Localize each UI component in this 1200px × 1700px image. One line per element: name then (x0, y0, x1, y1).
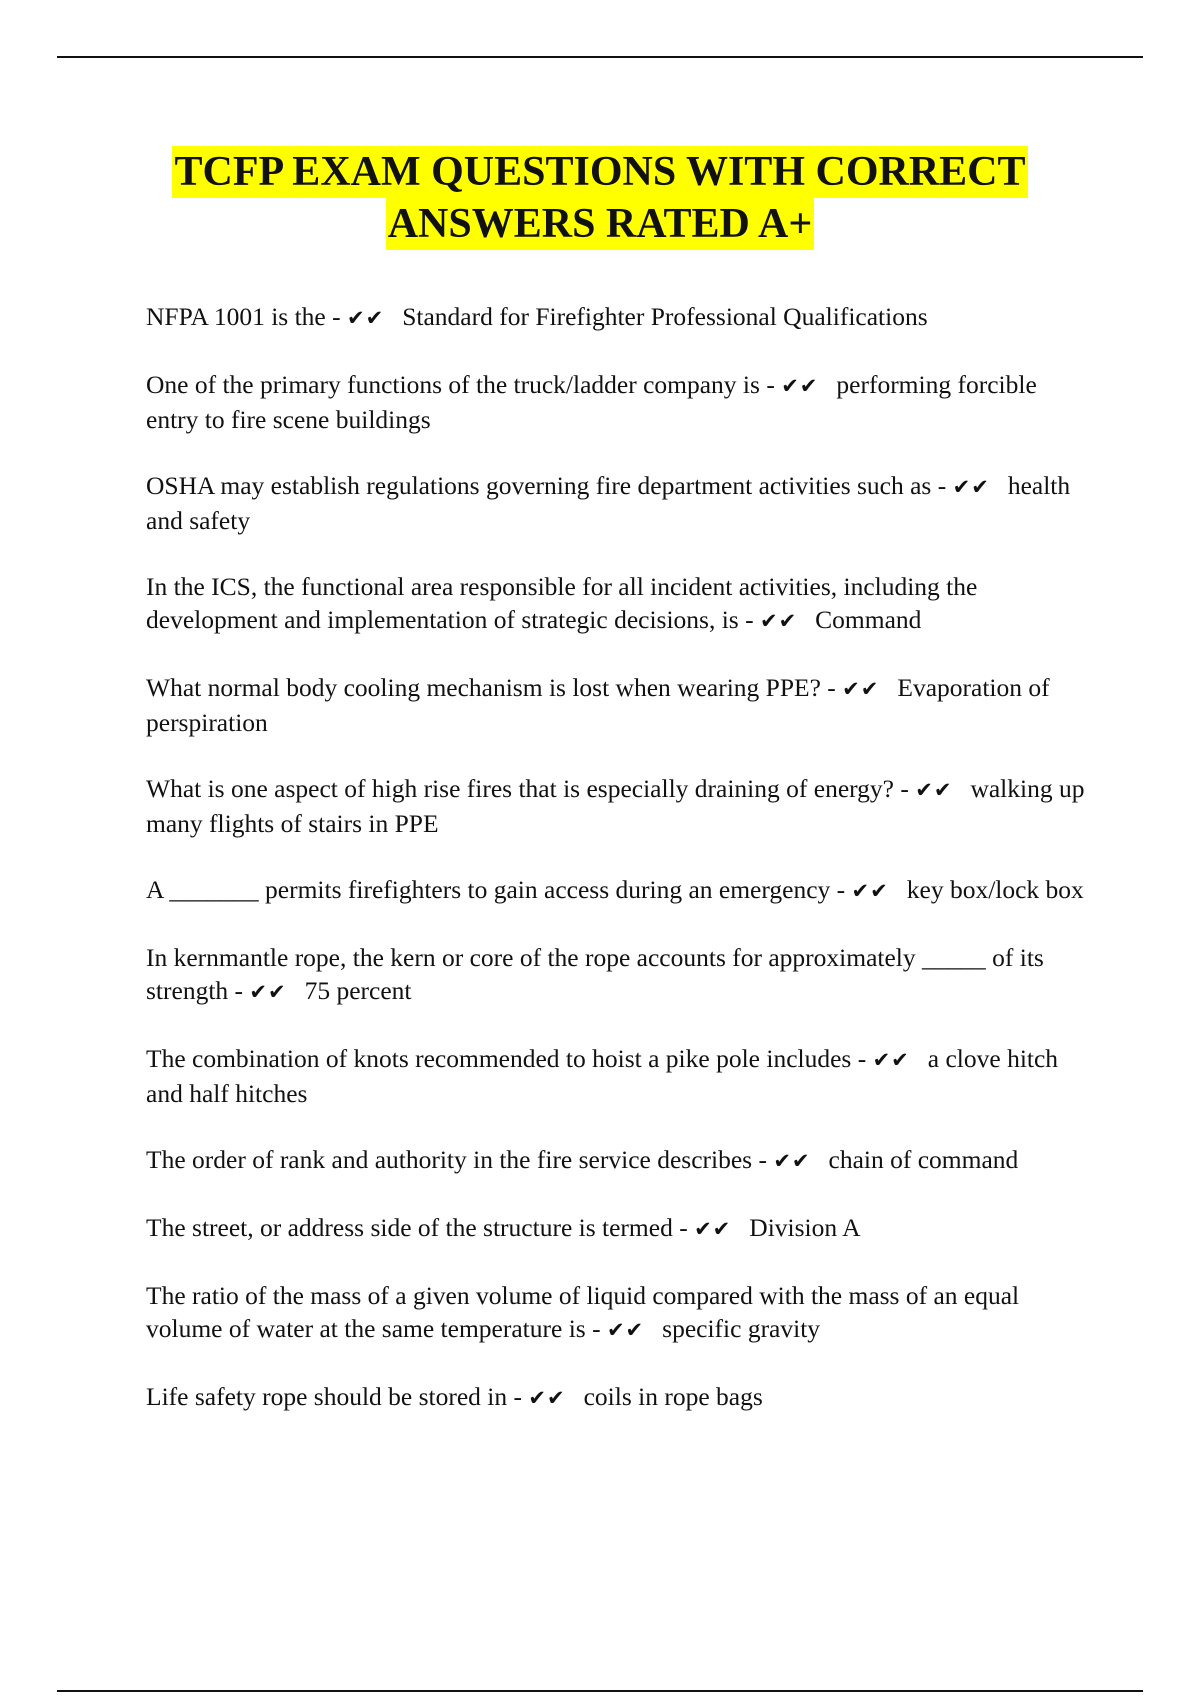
title-line-2: ANSWERS RATED A+ (386, 198, 815, 250)
question-text: Life safety rope should be stored in - (146, 1382, 523, 1411)
bottom-rule (57, 1690, 1143, 1692)
question-text: What normal body cooling mechanism is lost when wearing PPE? - (146, 673, 836, 702)
double-check-icon: ✔✔ (872, 1048, 910, 1072)
qa-item (146, 772, 1086, 840)
answer-text: chain of command (828, 1145, 1019, 1174)
double-check-icon: ✔✔ (781, 374, 819, 398)
qa-item (146, 873, 1086, 908)
double-check-icon: ✔✔ (606, 1318, 645, 1342)
answer-text: health and safety (146, 471, 1071, 535)
answer-text: Division A (749, 1213, 861, 1242)
qa-item (146, 1279, 1086, 1347)
question-text: One of the primary functions of the truck/ladder company is - (146, 370, 775, 399)
answer-text: coils in rope bags (583, 1382, 763, 1411)
answer-text: Evaporation of perspiration (146, 673, 1050, 737)
question-text: NFPA 1001 is the - (146, 302, 341, 331)
qa-item (146, 671, 1086, 739)
answer-text: 75 percent (304, 976, 412, 1005)
answer-text: key box/lock box (906, 875, 1084, 904)
qa-item (146, 570, 1086, 638)
double-check-icon: ✔✔ (528, 1386, 566, 1410)
question-text: In kernmantle rope, the kern or core of the rope accounts for approximately _____ of its strength - (146, 943, 1044, 1005)
qa-item (146, 300, 1086, 335)
qa-item (146, 469, 1086, 537)
double-check-icon: ✔✔ (842, 677, 880, 701)
question-text: The street, or address side of the structure is termed - (146, 1213, 688, 1242)
question-text: In the ICS, the functional area responsible for all incident activities, including the development and implementation of strategic decisions, is - (146, 572, 978, 634)
qa-list (146, 300, 1086, 1448)
qa-item (146, 368, 1086, 436)
double-check-icon: ✔✔ (694, 1217, 732, 1241)
answer-text: specific gravity (662, 1314, 821, 1343)
qa-item (146, 1211, 1086, 1246)
answer-text: Command (815, 605, 922, 634)
qa-item (146, 1143, 1086, 1178)
question-text: The ratio of the mass of a given volume of liquid compared with the mass of an equal volume of water at the same temperature is - (146, 1281, 1020, 1343)
double-check-icon: ✔✔ (759, 609, 798, 633)
document-title (0, 146, 1200, 250)
qa-item (146, 1042, 1086, 1110)
answer-text: a clove hitch and half hitches (146, 1044, 1059, 1108)
answer-text: performing forcible entry to fire scene buildings (146, 370, 1037, 434)
qa-item (146, 941, 1086, 1009)
question-text: The order of rank and authority in the fire service describes - (146, 1145, 767, 1174)
question-text: The combination of knots recommended to hoist a pike pole includes - (146, 1044, 867, 1073)
double-check-icon: ✔✔ (773, 1149, 811, 1173)
question-text: OSHA may establish regulations governing fire department activities such as - (146, 471, 947, 500)
answer-text: Standard for Firefighter Professional Qualifications (402, 302, 928, 331)
double-check-icon: ✔✔ (851, 879, 889, 903)
top-rule (57, 56, 1143, 58)
double-check-icon: ✔✔ (249, 980, 287, 1004)
double-check-icon: ✔✔ (952, 475, 990, 499)
title-line-1: TCFP EXAM QUESTIONS WITH CORRECT (172, 146, 1027, 198)
question-text: A _______ permits firefighters to gain access during an emergency - (146, 875, 846, 904)
answer-text: walking up many flights of stairs in PPE (146, 774, 1085, 838)
qa-item (146, 1380, 1086, 1415)
double-check-icon: ✔✔ (915, 778, 953, 802)
double-check-icon: ✔✔ (346, 306, 385, 330)
question-text: What is one aspect of high rise fires that is especially draining of energy? - (146, 774, 909, 803)
